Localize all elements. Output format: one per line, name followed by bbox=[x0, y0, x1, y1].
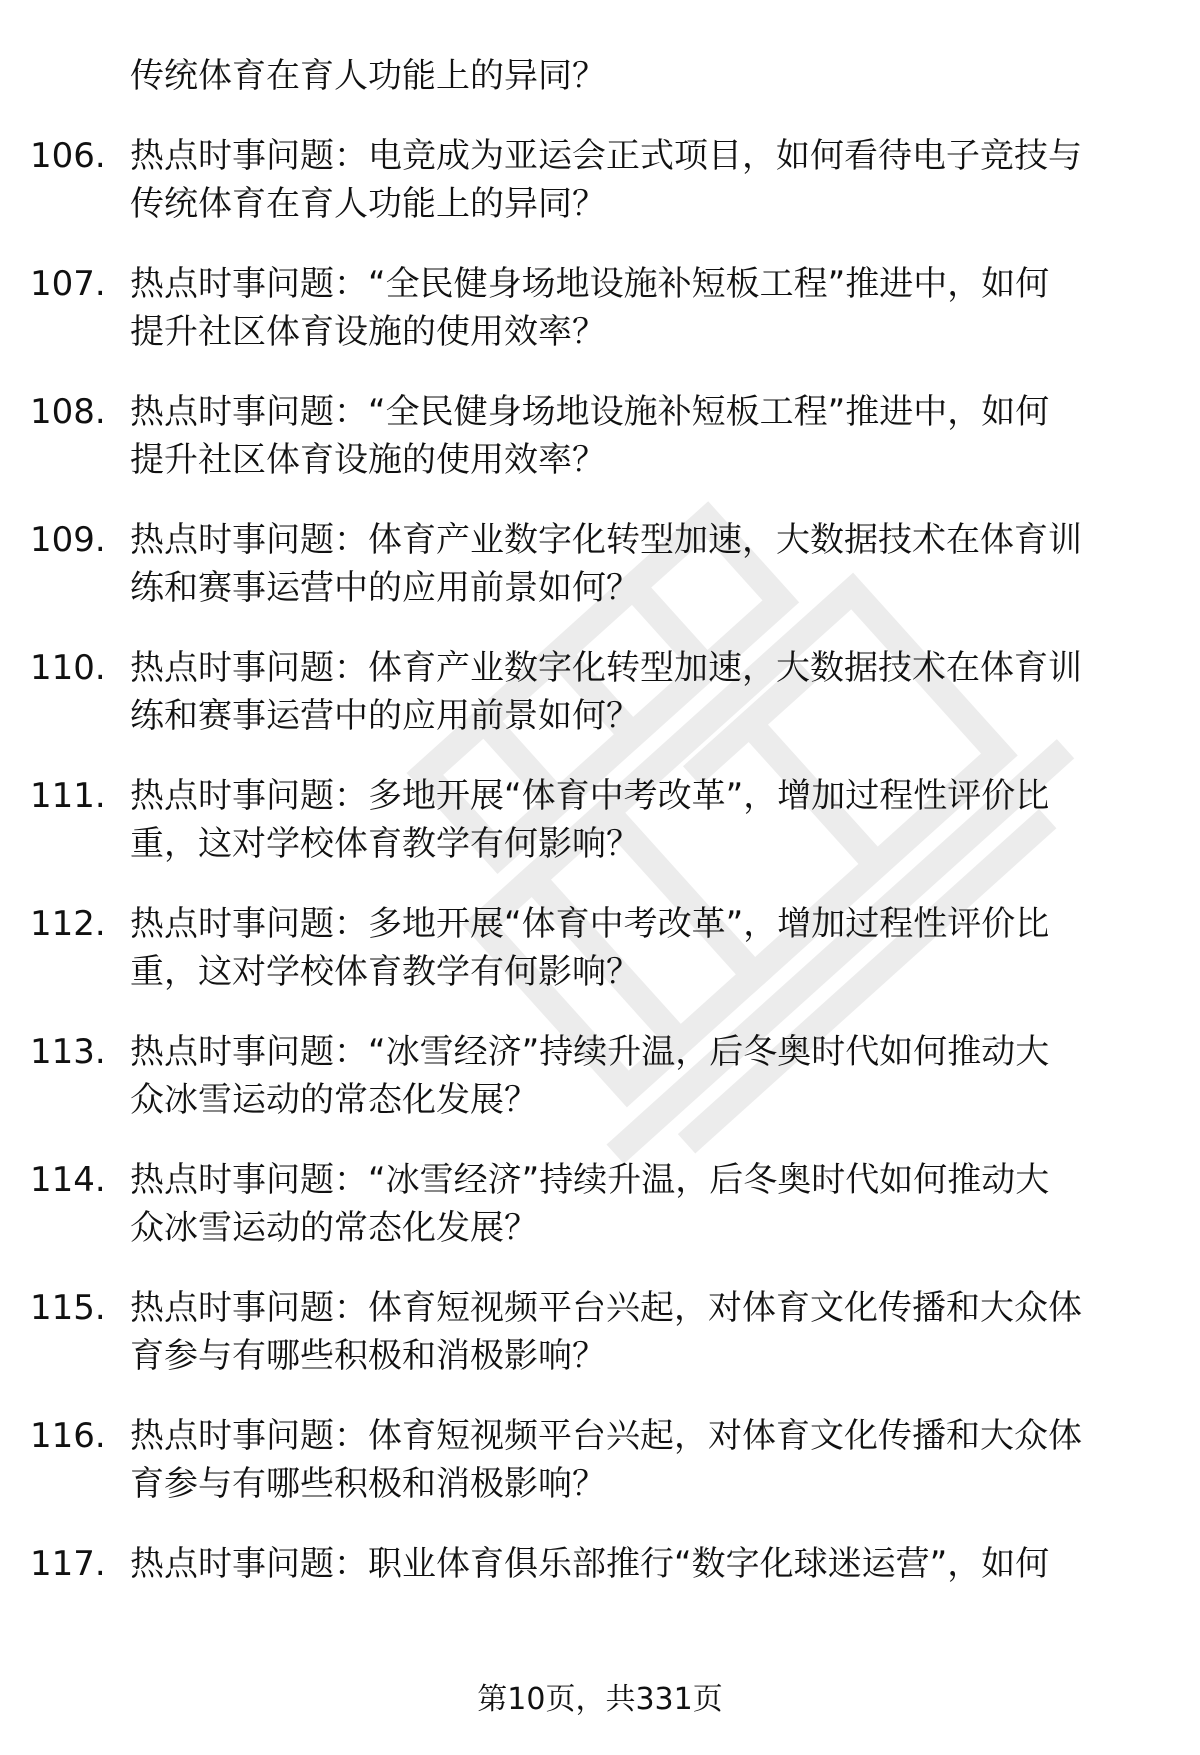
item-text-line: 热点时事问题：体育短视频平台兴起，对体育文化传播和大众体 bbox=[130, 1288, 1082, 1328]
item-text bbox=[130, 388, 1150, 484]
item-number: 111. bbox=[30, 776, 106, 816]
item-text bbox=[130, 772, 1150, 868]
item-text bbox=[130, 1540, 1150, 1588]
item-text-line: 提升社区体育设施的使用效率？ bbox=[130, 312, 606, 352]
item-text-line: 热点时事问题：电竞成为亚运会正式项目，如何看待电子竞技与 bbox=[130, 136, 1082, 176]
item-text-line: 众冰雪运动的常态化发展？ bbox=[130, 1080, 538, 1120]
item-text bbox=[130, 1028, 1150, 1124]
item-text-line: 热点时事问题：体育产业数字化转型加速，大数据技术在体育训 bbox=[130, 648, 1082, 688]
item-text-line: 热点时事问题：多地开展“体育中考改革”，增加过程性评价比 bbox=[130, 904, 1050, 944]
item-text-line: 众冰雪运动的常态化发展？ bbox=[130, 1208, 538, 1248]
continuation-line: 传统体育在育人功能上的异同？ bbox=[130, 56, 606, 96]
item-number: 112. bbox=[30, 904, 106, 944]
item-text-line: 传统体育在育人功能上的异同？ bbox=[130, 184, 606, 224]
item-number: 114. bbox=[30, 1160, 106, 1200]
item-text-line: 热点时事问题：“冰雪经济”持续升温，后冬奥时代如何推动大 bbox=[130, 1032, 1050, 1072]
item-text bbox=[130, 900, 1150, 996]
item-text-line: 育参与有哪些积极和消极影响？ bbox=[130, 1464, 606, 1504]
item-text bbox=[130, 1156, 1150, 1252]
page-footer: 第10页，共331页 bbox=[477, 1682, 723, 1717]
item-text-line: 练和赛事运营中的应用前景如何？ bbox=[130, 568, 640, 608]
list-item bbox=[30, 1412, 1170, 1508]
item-text-line: 热点时事问题：体育产业数字化转型加速，大数据技术在体育训 bbox=[130, 520, 1082, 560]
item-number: 107. bbox=[30, 264, 106, 304]
item-text-line: 热点时事问题：“冰雪经济”持续升温，后冬奥时代如何推动大 bbox=[130, 1160, 1050, 1200]
item-number: 110. bbox=[30, 648, 106, 688]
list-item bbox=[30, 644, 1170, 740]
item-number: 106. bbox=[30, 136, 106, 176]
list-item bbox=[30, 772, 1170, 868]
list-item bbox=[30, 388, 1170, 484]
question-list bbox=[30, 52, 1170, 1588]
list-item bbox=[30, 132, 1170, 228]
item-text bbox=[130, 644, 1150, 740]
item-text-line: 重，这对学校体育教学有何影响？ bbox=[130, 824, 640, 864]
item-text-line: 热点时事问题：“全民健身场地设施补短板工程”推进中，如何 bbox=[130, 392, 1050, 432]
list-item bbox=[30, 1540, 1170, 1588]
list-item bbox=[30, 516, 1170, 612]
item-text-line: 热点时事问题：“全民健身场地设施补短板工程”推进中，如何 bbox=[130, 264, 1050, 304]
item-text-line: 热点时事问题：体育短视频平台兴起，对体育文化传播和大众体 bbox=[130, 1416, 1082, 1456]
item-number: 113. bbox=[30, 1032, 106, 1072]
item-number: 108. bbox=[30, 392, 106, 432]
item-number: 109. bbox=[30, 520, 106, 560]
item-text bbox=[130, 1412, 1150, 1508]
item-text-line: 提升社区体育设施的使用效率？ bbox=[130, 440, 606, 480]
item-number: 115. bbox=[30, 1288, 106, 1328]
list-item bbox=[30, 1156, 1170, 1252]
item-text-line: 重，这对学校体育教学有何影响？ bbox=[130, 952, 640, 992]
item-text-line: 练和赛事运营中的应用前景如何？ bbox=[130, 696, 640, 736]
item-text bbox=[130, 516, 1150, 612]
item-text bbox=[130, 1284, 1150, 1380]
item-text bbox=[130, 132, 1150, 228]
list-item bbox=[30, 900, 1170, 996]
item-number: 116. bbox=[30, 1416, 106, 1456]
item-text-line: 育参与有哪些积极和消极影响？ bbox=[130, 1336, 606, 1376]
item-text-line: 热点时事问题：多地开展“体育中考改革”，增加过程性评价比 bbox=[130, 776, 1050, 816]
list-item bbox=[30, 1284, 1170, 1380]
item-text-line: 热点时事问题：职业体育俱乐部推行“数字化球迷运营”，如何 bbox=[130, 1544, 1050, 1584]
item-number: 117. bbox=[30, 1544, 106, 1584]
item-text bbox=[130, 260, 1150, 356]
list-item bbox=[30, 1028, 1170, 1124]
list-item bbox=[30, 260, 1170, 356]
